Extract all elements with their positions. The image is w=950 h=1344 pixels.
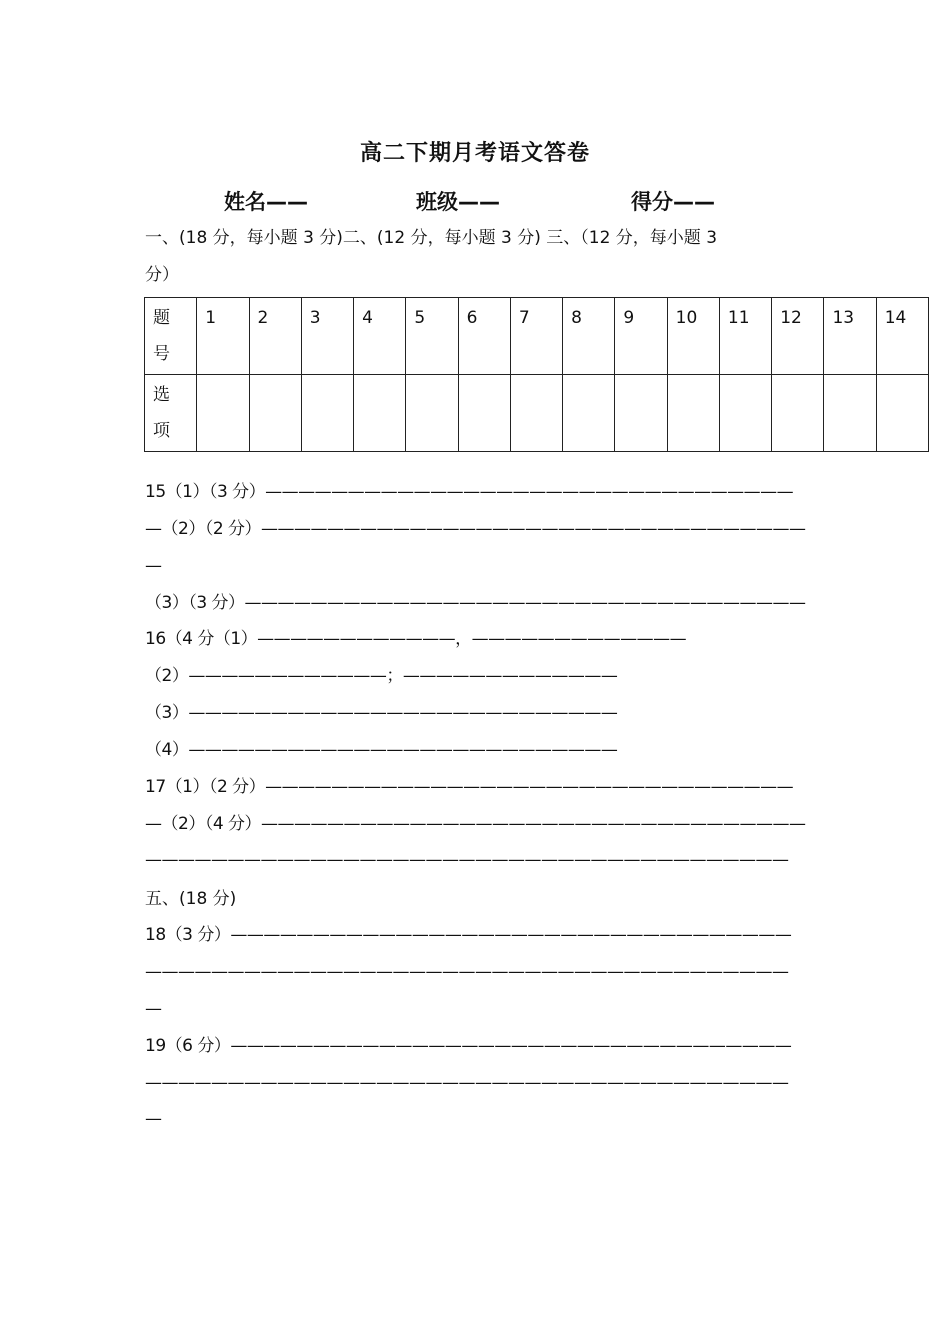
answer-line-16-1[interactable]: 16（4 分（1）————————————，————————————— bbox=[145, 629, 687, 649]
name-field[interactable]: 姓名—— bbox=[224, 190, 308, 214]
answer-line-15-3[interactable]: （3）（3 分）—————————————————————————————————— bbox=[145, 593, 806, 613]
answer-cell[interactable] bbox=[510, 375, 562, 452]
question-number-cell: 11 bbox=[719, 298, 771, 375]
answer-cell[interactable] bbox=[772, 375, 824, 452]
answer-cell[interactable] bbox=[615, 375, 667, 452]
answer-cell[interactable] bbox=[824, 375, 876, 452]
answer-line-17-cont[interactable]: ——————————————————————————————————————— bbox=[145, 850, 789, 870]
row-header-number bbox=[145, 298, 197, 375]
answer-cell[interactable] bbox=[249, 375, 301, 452]
answer-line-18-end[interactable]: — bbox=[145, 999, 162, 1019]
answer-line-16-4[interactable]: （4）—————————————————————————— bbox=[145, 740, 618, 760]
answer-line-18[interactable]: 18（3 分）—————————————————————————————————— bbox=[145, 925, 792, 945]
row-header-char: 选 bbox=[153, 385, 170, 405]
answer-cell[interactable] bbox=[301, 375, 353, 452]
answer-cell[interactable] bbox=[458, 375, 510, 452]
answer-cell[interactable] bbox=[354, 375, 406, 452]
answer-cell[interactable] bbox=[563, 375, 615, 452]
answer-line-15-1[interactable]: 15（1）（3 分）———————————————————————————————— bbox=[145, 482, 794, 502]
question-number-row bbox=[145, 298, 929, 375]
question-number-cell: 12 bbox=[772, 298, 824, 375]
row-header-char: 题 bbox=[153, 308, 170, 328]
answer-cell[interactable] bbox=[197, 375, 249, 452]
answer-line-19[interactable]: 19（6 分）—————————————————————————————————— bbox=[145, 1036, 792, 1056]
row-header-char: 号 bbox=[153, 344, 170, 364]
class-field[interactable]: 班级—— bbox=[416, 190, 500, 214]
question-number-cell: 2 bbox=[249, 298, 301, 375]
row-header-char: 项 bbox=[153, 421, 170, 441]
answer-cell[interactable] bbox=[876, 375, 928, 452]
answer-line-17-2[interactable]: —（2）（4 分）————————————————————————————————— bbox=[145, 814, 806, 834]
question-number-cell: 6 bbox=[458, 298, 510, 375]
answer-line-19-cont[interactable]: ——————————————————————————————————————— bbox=[145, 1073, 789, 1093]
answer-line-15-2[interactable]: —（2）（2 分）————————————————————————————————— bbox=[145, 519, 806, 539]
answer-choice-row bbox=[145, 375, 929, 452]
answer-line-16-2[interactable]: （2）————————————；————————————— bbox=[145, 666, 618, 686]
answer-line-18-cont[interactable]: ——————————————————————————————————————— bbox=[145, 962, 789, 982]
answer-cell[interactable] bbox=[719, 375, 771, 452]
section-five-heading: 五、(18 分) bbox=[145, 889, 237, 909]
row-header-choice bbox=[145, 375, 197, 452]
answer-line-16-3[interactable]: （3）—————————————————————————— bbox=[145, 703, 618, 723]
question-number-cell: 13 bbox=[824, 298, 876, 375]
question-number-cell: 9 bbox=[615, 298, 667, 375]
question-number-cell: 14 bbox=[876, 298, 928, 375]
question-number-cell: 1 bbox=[197, 298, 249, 375]
answer-line-19-end[interactable]: — bbox=[145, 1109, 162, 1129]
question-number-cell: 10 bbox=[667, 298, 719, 375]
instructions-line-1: 一、(18 分，每小题 3 分)二、(12 分，每小题 3 分) 三、（12 分，每小题 3 bbox=[145, 228, 718, 248]
answer-cell[interactable] bbox=[406, 375, 458, 452]
answer-table bbox=[144, 297, 929, 452]
question-number-cell: 7 bbox=[510, 298, 562, 375]
page-title: 高二下期月考语文答卷 bbox=[359, 141, 590, 166]
answer-cell[interactable] bbox=[667, 375, 719, 452]
answer-line-15-2-cont[interactable]: — bbox=[145, 556, 162, 576]
instructions-line-2: 分） bbox=[145, 265, 179, 285]
answer-line-17-1[interactable]: 17（1）（2 分）———————————————————————————————— bbox=[145, 777, 794, 797]
question-number-cell: 4 bbox=[354, 298, 406, 375]
score-field[interactable]: 得分—— bbox=[631, 190, 715, 214]
question-number-cell: 5 bbox=[406, 298, 458, 375]
question-number-cell: 3 bbox=[301, 298, 353, 375]
question-number-cell: 8 bbox=[563, 298, 615, 375]
